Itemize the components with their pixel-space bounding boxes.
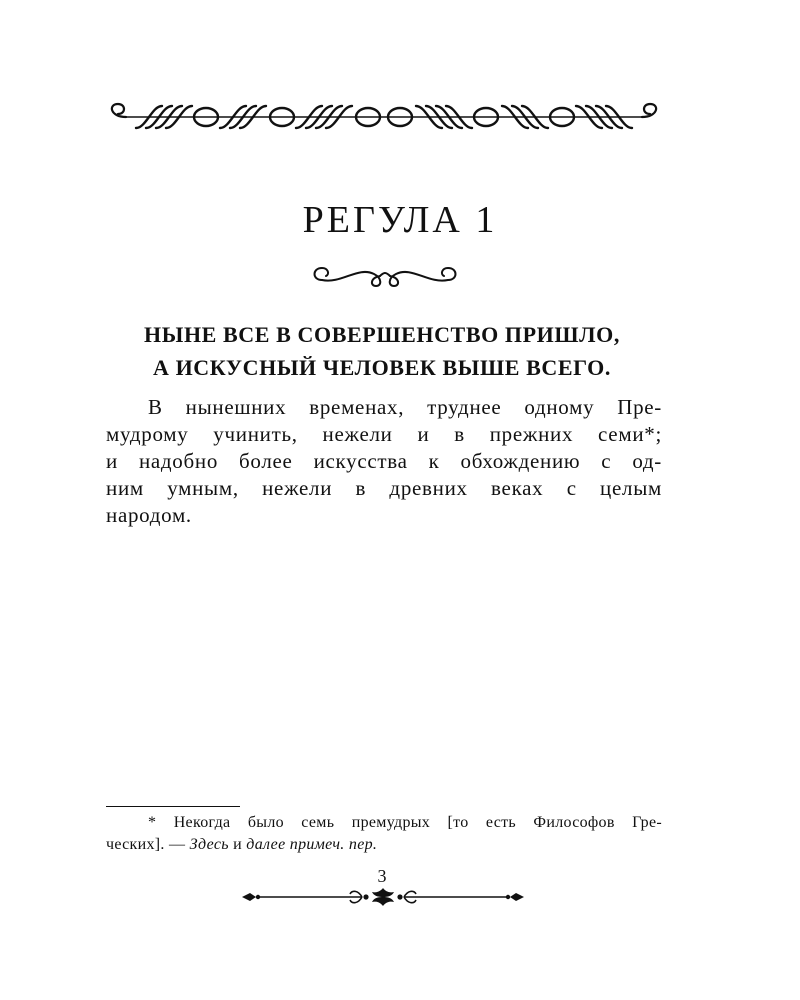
body-line: народом. [106,503,192,527]
flourish-ornament [308,262,462,292]
chapter-title: РЕГУЛА 1 [302,199,498,241]
rule-heading [100,318,664,384]
footnote-divider [106,806,240,807]
top-scroll-ornament [106,100,662,134]
footnote-line-1: * Некогда было семь премудрых [то есть Философов Гре- [148,814,662,831]
heading-line-1: НЫНЕ ВСЕ В СОВЕРШЕНСТВО ПРИШЛО, [144,322,620,347]
body-line: В нынешних временах, труднее одному Пре- [148,395,662,419]
heading-line-2: А ИСКУСНЫЙ ЧЕЛОВЕК ВЫШЕ ВСЕГО. [153,355,611,380]
footnote [106,812,662,856]
footnote-line-2 [106,834,662,856]
footnote-text: ческих]. — [106,836,190,853]
footnote-italic-text: Здесь [189,836,229,853]
page-number: 3 [377,866,387,886]
fleuron-ornament [240,884,526,910]
body-line: мудрому учинить, нежели и в прежних семи*; [106,422,662,446]
footnote-text: и [228,836,247,853]
body-line: ним умным, нежели в древних веках с целым [106,476,662,500]
body-line: и надобно более искусства к обхождению с од- [106,449,662,473]
footnote-italic-text: далее примеч. пер. [246,836,378,853]
body-paragraph [106,394,662,529]
